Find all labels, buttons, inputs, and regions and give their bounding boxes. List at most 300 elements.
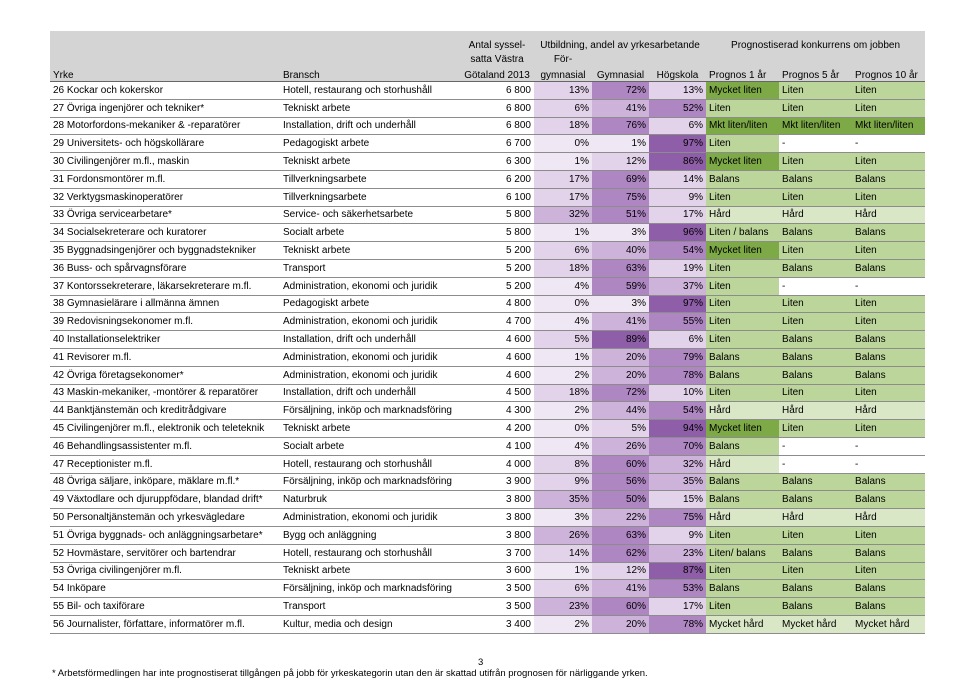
row-yrke [50, 437, 280, 455]
row-yrke [50, 544, 280, 562]
row-number: 38 [53, 298, 65, 310]
row-forgymnasial: 5% [534, 331, 592, 349]
row-number: 44 [53, 405, 65, 417]
row-number: 27 [53, 102, 65, 114]
row-prognos-5: Balans [779, 259, 852, 277]
table-row [50, 366, 925, 384]
row-prognos-1: Mycket liten [706, 242, 779, 260]
row-bransch: Administration, ekonomi och juridik [280, 348, 460, 366]
row-forgymnasial: 26% [534, 526, 592, 544]
row-number: 29 [53, 138, 65, 150]
row-prognos-1: Balans [706, 348, 779, 366]
row-yrke [50, 491, 280, 509]
row-forgymnasial: 13% [534, 82, 592, 100]
row-yrke [50, 402, 280, 420]
row-bransch: Administration, ekonomi och juridik [280, 366, 460, 384]
row-prognos-1: Balans [706, 170, 779, 188]
row-bransch: Tekniskt arbete [280, 99, 460, 117]
table-row [50, 99, 925, 117]
row-prognos-10: Liten [852, 526, 925, 544]
row-bransch: Installation, drift och underhåll [280, 331, 460, 349]
row-yrke [50, 331, 280, 349]
row-yrke-label: Kontorssekreterare, läkarsekreterare m.fl. [66, 280, 252, 292]
row-gymnasial: 50% [592, 491, 649, 509]
row-forgymnasial: 1% [534, 562, 592, 580]
row-bransch: Tekniskt arbete [280, 420, 460, 438]
row-number: 39 [53, 316, 65, 328]
row-antal: 3 700 [460, 544, 534, 562]
row-number: 28 [53, 120, 65, 132]
header-hogskola: Högskola [649, 65, 706, 82]
row-bransch: Tekniskt arbete [280, 562, 460, 580]
row-bransch: Tillverkningsarbete [280, 170, 460, 188]
table-row [50, 206, 925, 224]
row-gymnasial: 26% [592, 437, 649, 455]
row-bransch: Installation, drift och underhåll [280, 384, 460, 402]
row-yrke-label: Banktjänstemän och kreditrådgivare [66, 405, 227, 417]
table-row [50, 295, 925, 313]
row-number: 45 [53, 423, 65, 435]
row-gymnasial: 5% [592, 420, 649, 438]
row-yrke-label: Motorfordons-mekaniker & -reparatörer [66, 120, 241, 132]
row-yrke [50, 82, 280, 100]
row-prognos-10: Balans [852, 473, 925, 491]
row-number: 56 [53, 618, 65, 630]
table-row [50, 153, 925, 171]
row-prognos-5: Liten [779, 384, 852, 402]
row-hogskola: 96% [649, 224, 706, 242]
row-yrke-label: Universitets- och högskollärare [66, 138, 205, 150]
row-prognos-5: Balans [779, 331, 852, 349]
row-forgymnasial: 23% [534, 598, 592, 616]
row-prognos-10: Liten [852, 99, 925, 117]
row-prognos-5: Balans [779, 598, 852, 616]
row-prognos-1: Mycket liten [706, 82, 779, 100]
row-hogskola: 94% [649, 420, 706, 438]
row-forgymnasial: 17% [534, 170, 592, 188]
row-hogskola: 6% [649, 331, 706, 349]
row-prognos-1: Liten [706, 295, 779, 313]
row-bransch: Naturbruk [280, 491, 460, 509]
table-row [50, 544, 925, 562]
row-forgymnasial: 1% [534, 224, 592, 242]
row-gymnasial: 72% [592, 384, 649, 402]
row-bransch: Hotell, restaurang och storhushåll [280, 82, 460, 100]
row-number: 33 [53, 209, 65, 221]
table-body [50, 82, 925, 634]
row-yrke [50, 153, 280, 171]
row-hogskola: 15% [649, 491, 706, 509]
row-forgymnasial: 2% [534, 615, 592, 633]
row-prognos-10: Balans [852, 598, 925, 616]
row-yrke-label: Behandlingsassistenter m.fl. [66, 440, 192, 452]
row-forgymnasial: 0% [534, 295, 592, 313]
row-antal: 6 200 [460, 170, 534, 188]
row-forgymnasial: 2% [534, 366, 592, 384]
row-number: 47 [53, 458, 65, 470]
row-prognos-10: - [852, 135, 925, 153]
row-number: 40 [53, 334, 65, 346]
row-forgymnasial: 4% [534, 277, 592, 295]
row-yrke-label: Installationselektriker [66, 334, 161, 346]
row-prognos-1: Liten [706, 562, 779, 580]
row-hogskola: 35% [649, 473, 706, 491]
row-yrke-label: Inköpare [66, 583, 106, 595]
row-yrke-label: Övriga servicearbetare* [66, 209, 172, 221]
row-yrke-label: Redovisningsekonomer m.fl. [66, 316, 194, 328]
row-yrke [50, 224, 280, 242]
row-antal: 4 100 [460, 437, 534, 455]
row-prognos-5: Balans [779, 348, 852, 366]
row-prognos-10: - [852, 455, 925, 473]
row-bransch: Försäljning, inköp och marknadsföring [280, 402, 460, 420]
header-prognos: Prognostiserad konkurrens om jobben [731, 40, 901, 51]
row-gymnasial: 60% [592, 598, 649, 616]
row-yrke-label: Maskin-mekaniker, -montörer & reparatörer [66, 387, 259, 399]
row-prognos-5: - [779, 277, 852, 295]
row-antal: 4 300 [460, 402, 534, 420]
header-forgymnasial: gymnasial [534, 65, 592, 82]
row-prognos-10: Balans [852, 366, 925, 384]
row-yrke-label: Övriga ingenjörer och tekniker* [66, 102, 205, 114]
row-hogskola: 52% [649, 99, 706, 117]
row-hogskola: 54% [649, 402, 706, 420]
row-antal: 3 600 [460, 562, 534, 580]
row-number: 36 [53, 262, 65, 274]
row-forgymnasial: 18% [534, 117, 592, 135]
row-yrke-label: Verktygsmaskinoperatörer [66, 191, 184, 203]
row-yrke [50, 420, 280, 438]
row-antal: 3 500 [460, 580, 534, 598]
row-yrke [50, 170, 280, 188]
table-row [50, 224, 925, 242]
row-prognos-5: Liten [779, 188, 852, 206]
row-prognos-1: Mkt liten/liten [706, 117, 779, 135]
row-bransch: Installation, drift och underhåll [280, 117, 460, 135]
header-antal-3: Götaland 2013 [460, 65, 534, 82]
row-prognos-1: Hård [706, 402, 779, 420]
row-bransch: Socialt arbete [280, 224, 460, 242]
row-prognos-1: Hård [706, 455, 779, 473]
row-prognos-1: Mycket liten [706, 420, 779, 438]
row-hogskola: 32% [649, 455, 706, 473]
row-number: 50 [53, 512, 65, 524]
table-row [50, 313, 925, 331]
header-utbildning: Utbildning, andel av yrkesarbetande [540, 40, 700, 51]
row-forgymnasial: 32% [534, 206, 592, 224]
row-hogskola: 19% [649, 259, 706, 277]
table-row [50, 348, 925, 366]
row-hogskola: 9% [649, 526, 706, 544]
row-yrke [50, 580, 280, 598]
row-prognos-10: Liten [852, 242, 925, 260]
footnote: * Arbetsförmedlingen har inte prognostiserat tillgången på jobb för yrkeskategorin utan den är skattad utifrån prognosen för närliggande yrken. [52, 668, 648, 679]
table-row [50, 526, 925, 544]
row-prognos-5: Liten [779, 295, 852, 313]
row-yrke [50, 348, 280, 366]
row-number: 55 [53, 601, 65, 612]
row-number: 30 [53, 156, 65, 168]
row-yrke-label: Socialsekreterare och kuratorer [66, 227, 207, 239]
row-prognos-10: Hård [852, 402, 925, 420]
row-gymnasial: 62% [592, 544, 649, 562]
row-prognos-5: - [779, 135, 852, 153]
header-yrke: Yrke [50, 65, 280, 82]
row-antal: 4 600 [460, 331, 534, 349]
row-prognos-5: Mycket hård [779, 615, 852, 633]
row-prognos-10: Liten [852, 384, 925, 402]
row-forgymnasial: 0% [534, 135, 592, 153]
row-prognos-5: Balans [779, 473, 852, 491]
row-hogskola: 10% [649, 384, 706, 402]
row-prognos-10: Balans [852, 224, 925, 242]
row-prognos-5: Liten [779, 562, 852, 580]
row-gymnasial: 51% [592, 206, 649, 224]
row-forgymnasial: 8% [534, 455, 592, 473]
row-prognos-10: Balans [852, 259, 925, 277]
row-prognos-5: Balans [779, 580, 852, 598]
row-antal: 3 400 [460, 615, 534, 633]
row-yrke [50, 295, 280, 313]
row-gymnasial: 12% [592, 562, 649, 580]
row-antal: 5 800 [460, 206, 534, 224]
row-bransch: Transport [280, 259, 460, 277]
row-yrke-label: Övriga säljare, inköpare, mäklare m.fl.* [66, 476, 240, 488]
row-prognos-1: Liten [706, 313, 779, 331]
row-number: 53 [53, 565, 65, 577]
row-gymnasial: 60% [592, 455, 649, 473]
row-forgymnasial: 18% [534, 384, 592, 402]
row-prognos-10: Balans [852, 491, 925, 509]
row-yrke-label: Revisorer m.fl. [66, 351, 132, 363]
header-bransch: Bransch [280, 65, 460, 82]
row-prognos-1: Mycket liten [706, 153, 779, 171]
row-prognos-10: Balans [852, 580, 925, 598]
table-row [50, 615, 925, 633]
row-hogskola: 78% [649, 615, 706, 633]
row-yrke [50, 455, 280, 473]
row-bransch: Administration, ekonomi och juridik [280, 277, 460, 295]
row-hogskola: 70% [649, 437, 706, 455]
row-yrke [50, 615, 280, 633]
row-prognos-5: Liten [779, 82, 852, 100]
row-bransch: Kultur, media och design [280, 615, 460, 633]
row-number: 34 [53, 227, 65, 239]
header-antal-1: Antal syssel- [468, 40, 526, 51]
row-number: 46 [53, 440, 65, 452]
row-prognos-1: Hård [706, 206, 779, 224]
row-yrke-label: Övriga företagsekonomer* [66, 369, 184, 381]
row-hogskola: 86% [649, 153, 706, 171]
row-hogskola: 78% [649, 366, 706, 384]
row-prognos-5: Liten [779, 99, 852, 117]
row-antal: 6 800 [460, 117, 534, 135]
row-prognos-10: Balans [852, 348, 925, 366]
row-prognos-10: Mkt liten/liten [852, 117, 925, 135]
row-yrke-label: Civilingenjörer m.fl., elektronik och teleteknik [66, 423, 265, 435]
row-yrke-label: Civilingenjörer m.fl., maskin [66, 156, 190, 168]
row-antal: 4 600 [460, 348, 534, 366]
row-bransch: Tekniskt arbete [280, 153, 460, 171]
row-prognos-5: Balans [779, 544, 852, 562]
row-prognos-1: Balans [706, 491, 779, 509]
table-row [50, 331, 925, 349]
row-number: 32 [53, 191, 65, 203]
row-yrke [50, 135, 280, 153]
table-row [50, 420, 925, 438]
row-yrke [50, 259, 280, 277]
row-gymnasial: 63% [592, 526, 649, 544]
row-forgymnasial: 6% [534, 242, 592, 260]
table-row [50, 117, 925, 135]
table-row [50, 242, 925, 260]
row-antal: 5 800 [460, 224, 534, 242]
row-gymnasial: 40% [592, 242, 649, 260]
row-hogskola: 13% [649, 82, 706, 100]
row-number: 52 [53, 547, 65, 559]
row-prognos-1: Liten [706, 99, 779, 117]
row-yrke [50, 473, 280, 491]
row-gymnasial: 76% [592, 117, 649, 135]
row-forgymnasial: 6% [534, 99, 592, 117]
row-antal: 3 800 [460, 509, 534, 527]
row-prognos-1: Balans [706, 580, 779, 598]
row-yrke [50, 526, 280, 544]
row-yrke-label: Buss- och spårvagnsförare [66, 262, 187, 274]
row-yrke-label: Övriga byggnads- och anläggningsarbetare* [66, 529, 263, 541]
row-hogskola: 79% [649, 348, 706, 366]
row-prognos-5: Liten [779, 526, 852, 544]
row-hogskola: 17% [649, 206, 706, 224]
row-prognos-1: Liten / balans [706, 224, 779, 242]
row-antal: 5 200 [460, 277, 534, 295]
row-forgymnasial: 1% [534, 348, 592, 366]
row-yrke [50, 366, 280, 384]
row-yrke-label: Växtodlare och djuruppfödare, blandad drift* [66, 494, 263, 506]
row-yrke-label: Journalister, författare, informatörer m.fl. [66, 618, 245, 630]
row-prognos-10: Liten [852, 153, 925, 171]
row-bransch: Hotell, restaurang och storhushåll [280, 455, 460, 473]
row-antal: 6 800 [460, 82, 534, 100]
row-antal: 3 500 [460, 598, 534, 616]
row-forgymnasial: 0% [534, 420, 592, 438]
row-yrke-label: Fordonsmontörer m.fl. [66, 173, 166, 185]
row-prognos-1: Balans [706, 437, 779, 455]
row-number: 49 [53, 494, 65, 506]
row-antal: 3 900 [460, 473, 534, 491]
row-prognos-10: Liten [852, 562, 925, 580]
table-row [50, 82, 925, 100]
row-yrke [50, 242, 280, 260]
row-gymnasial: 3% [592, 224, 649, 242]
row-gymnasial: 59% [592, 277, 649, 295]
row-yrke-label: Bil- och taxiförare [66, 601, 145, 612]
row-gymnasial: 20% [592, 366, 649, 384]
table-row [50, 277, 925, 295]
row-forgymnasial: 4% [534, 313, 592, 331]
row-prognos-5: Balans [779, 224, 852, 242]
row-hogskola: 97% [649, 295, 706, 313]
row-antal: 4 600 [460, 366, 534, 384]
row-yrke-label: Receptionister m.fl. [66, 458, 153, 470]
row-number: 31 [53, 173, 65, 185]
row-yrke [50, 277, 280, 295]
row-hogskola: 9% [649, 188, 706, 206]
row-prognos-1: Balans [706, 473, 779, 491]
row-gymnasial: 41% [592, 313, 649, 331]
header-antal-2: satta Västra [470, 54, 524, 65]
row-prognos-5: Balans [779, 170, 852, 188]
row-prognos-1: Liten [706, 384, 779, 402]
table-row [50, 562, 925, 580]
row-hogskola: 53% [649, 580, 706, 598]
header-prognos-10: Prognos 10 år [852, 65, 925, 82]
row-yrke [50, 117, 280, 135]
row-number: 43 [53, 387, 65, 399]
row-forgymnasial: 14% [534, 544, 592, 562]
row-antal: 6 700 [460, 135, 534, 153]
row-prognos-5: Mkt liten/liten [779, 117, 852, 135]
header-for: För- [553, 54, 573, 65]
table-row [50, 135, 925, 153]
row-yrke [50, 384, 280, 402]
row-prognos-10: Mycket hård [852, 615, 925, 633]
row-gymnasial: 56% [592, 473, 649, 491]
row-yrke-label: Byggnadsingenjörer och byggnadstekniker [66, 245, 256, 257]
row-prognos-1: Liten [706, 188, 779, 206]
row-prognos-10: Hård [852, 206, 925, 224]
row-gymnasial: 12% [592, 153, 649, 171]
row-yrke [50, 99, 280, 117]
row-bransch: Administration, ekonomi och juridik [280, 509, 460, 527]
row-number: 51 [53, 529, 65, 541]
row-prognos-5: Liten [779, 153, 852, 171]
row-prognos-5: Liten [779, 313, 852, 331]
row-yrke-label: Övriga civilingenjörer m.fl. [66, 565, 182, 577]
row-antal: 6 100 [460, 188, 534, 206]
row-forgymnasial: 6% [534, 580, 592, 598]
row-antal: 4 000 [460, 455, 534, 473]
row-yrke [50, 509, 280, 527]
row-antal: 4 200 [460, 420, 534, 438]
row-gymnasial: 41% [592, 99, 649, 117]
row-antal: 6 800 [460, 99, 534, 117]
row-antal: 4 500 [460, 384, 534, 402]
header-gymnasial: Gymnasial [592, 65, 649, 82]
row-yrke-label: Personaltjänstemän och yrkesvägledare [66, 512, 245, 524]
row-number: 54 [53, 583, 65, 595]
row-antal: 6 300 [460, 153, 534, 171]
row-hogskola: 14% [649, 170, 706, 188]
row-bransch: Socialt arbete [280, 437, 460, 455]
table-row [50, 598, 925, 616]
row-prognos-1: Liten/ balans [706, 544, 779, 562]
row-number: 42 [53, 369, 65, 381]
row-bransch: Hotell, restaurang och storhushåll [280, 544, 460, 562]
table-row [50, 491, 925, 509]
row-prognos-5: - [779, 437, 852, 455]
row-gymnasial: 63% [592, 259, 649, 277]
page-number: 3 [478, 657, 484, 668]
table-header [50, 31, 925, 82]
row-forgymnasial: 35% [534, 491, 592, 509]
row-number: 41 [53, 351, 65, 363]
row-gymnasial: 44% [592, 402, 649, 420]
table-row [50, 259, 925, 277]
row-prognos-10: - [852, 437, 925, 455]
row-bransch: Transport [280, 598, 460, 616]
row-prognos-10: Liten [852, 188, 925, 206]
